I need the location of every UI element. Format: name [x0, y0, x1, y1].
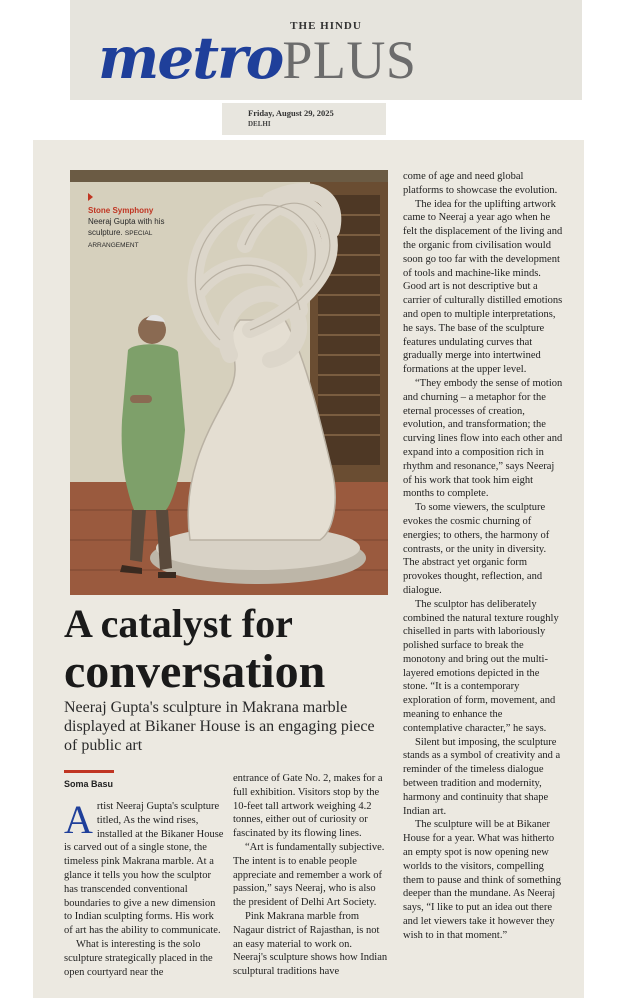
byline-rule — [64, 770, 114, 773]
paragraph: Silent but imposing, the sculpture stands as a symbol of creativity and a reminder of the timeless dialogue between tradition and modernity, harmony and continuity that shape Indian art. — [403, 736, 561, 817]
paragraph: Pink Makrana marble from Nagaur district of Rajasthan, is not an easy material to work on. Neeraj's sculpture shows how Indian sculptural traditions have — [233, 910, 388, 978]
paragraph: “Art is fundamentally subjective. The intent is to enable people appreciate and remember a work of passion,” says Neeraj, who is also the president of Delhi Art Society. — [233, 841, 385, 909]
publication-date: Friday, August 29, 2025 — [248, 108, 334, 118]
paper-name: THE HINDU — [290, 20, 362, 32]
brand-logo — [98, 24, 416, 94]
brand-plus: PLUS — [282, 30, 417, 90]
dateline — [222, 103, 386, 135]
photo-caption — [88, 205, 200, 251]
paragraph: The sculptor has deliberately combined the natural texture roughly chiselled in parts with laboriously polished surface to break the monotony and bring out the multi-layered emotions depicted in the stone. “It is a contemporary exploration of form, movement, and meaning to enhance the contemplative character,” he says. — [403, 598, 559, 734]
paragraph: “They embody the sense of motion and churning – a metaphor for the eternal processes of creation, evolution, and transformation; the curving lines flow into each other and expand into a composition rich in rhythm and resonance,” says Neeraj of his work that took him eight months to complete. — [403, 377, 563, 500]
paragraph: come of age and need global platforms to showcase the evolution. — [403, 171, 558, 196]
caption-title: Stone Symphony — [88, 206, 154, 215]
caption-text: Neeraj Gupta with his sculpture. — [88, 217, 165, 237]
article-headline — [64, 602, 384, 698]
paragraph: The idea for the uplifting artwork came to Neeraj a year ago when he felt the displacement of the living and the organic from civilisation would soon go too far with the development of tools and machine-like minds. Good art is not descriptive but a carrier of culturally distilled emotions and open to multiple interpretations, he says. The base of the sculpture features undulating curves that gradually merge into intertwined formations at the upper level. — [403, 198, 563, 376]
paragraph: entrance of Gate No. 2, makes for a full exhibition. Visitors stop by the 10-feet tall artwork weighing 4.2 tonnes, either out of curiosity or fascinated by its flowing lines. — [233, 773, 383, 840]
edition-label: DELHI — [248, 120, 271, 128]
byline: Soma Basu — [64, 779, 114, 789]
article-deck: Neeraj Gupta's sculpture in Makrana marble displayed at Bikaner House is an engaging piece of public art — [64, 699, 375, 754]
headline-line-2: conversation — [64, 645, 326, 698]
caption-marker-icon — [88, 193, 93, 201]
paragraph — [64, 797, 224, 938]
body-column-1 — [64, 797, 224, 979]
body-column-2 — [233, 772, 388, 979]
paragraph: What is interesting is the solo sculpture strategically placed in the open courtyard near the — [64, 938, 213, 978]
masthead — [70, 0, 582, 100]
brand-metro: metro — [98, 24, 283, 92]
body-column-3 — [403, 170, 563, 943]
paragraph: To some viewers, the sculpture evokes the cosmic churning of energies; to others, the harmony of contrasts, or the unity in diversity. The abstract yet organic form provokes thought, reflection, and dialogue. — [403, 502, 550, 596]
paragraph: The sculpture will be at Bikaner House for a year. What was hitherto an empty spot is now opening new worlds to the visitors, compelling them to pause and think of something deeper than the mundane. As Neeraj says, “I like to put an idea out there and let viewers take it however they wish to in that moment.” — [403, 819, 562, 941]
drop-cap: A — [64, 797, 93, 842]
paragraph-text: rtist Neeraj Gupta's sculpture titled, As the wind rises, installed at the Bikaner House is carved out of a single stone, the timeless pink Makrana marble. At a glance it tells you how the sculptor has transcended conventional boundaries to give a new dimension to Indian sculpting forms. His work of art has the ability to communicate. — [64, 801, 224, 937]
headline-line-1: A catalyst for — [64, 601, 293, 646]
caption-credit: SPECIAL ARRANGEMENT — [88, 230, 153, 249]
